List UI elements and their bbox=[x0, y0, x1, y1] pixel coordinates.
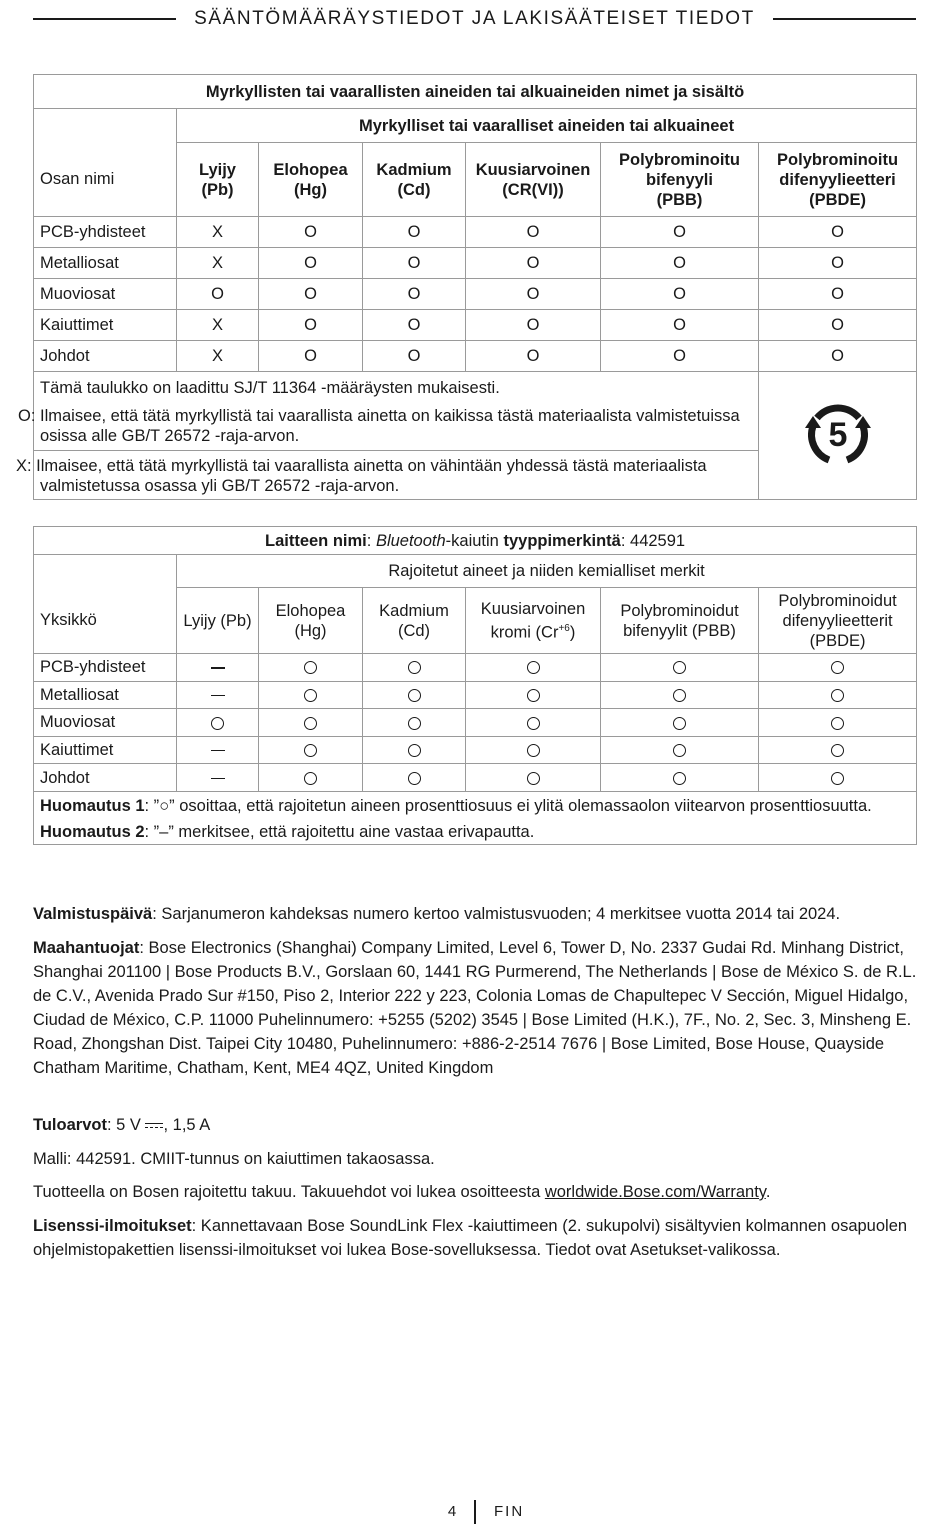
circle-mark-icon bbox=[408, 772, 421, 785]
table1-column-header: Polybrominoitu difenyylieetteri (PBDE) bbox=[759, 143, 917, 217]
table1-cell-mark: O bbox=[363, 279, 466, 310]
epup-number: 5 bbox=[828, 416, 847, 454]
table1-cell-mark: O bbox=[259, 310, 363, 341]
table2-cell bbox=[259, 681, 363, 709]
warranty-end: . bbox=[765, 1183, 771, 1201]
table2-note-2 bbox=[40, 822, 910, 842]
table1-subheader: Myrkylliset tai vaaralliset aineiden tai alkuaineet bbox=[177, 109, 917, 143]
table1-column-header: Kuusiarvoinen (CR(VI)) bbox=[466, 143, 601, 217]
table2-row bbox=[34, 764, 917, 792]
table2-cell bbox=[601, 654, 759, 682]
table2-row-name: PCB-yhdisteet bbox=[34, 654, 177, 682]
note2-label: Huomautus 2 bbox=[40, 822, 145, 841]
table1-cell-mark: O bbox=[759, 279, 917, 310]
note1-text-after: ” osoittaa, että rajoitetun aineen prosenttiosuus ei ylitä olemassaolon viitearvon prosenttiosuutta. bbox=[169, 796, 872, 815]
circle-mark-icon bbox=[408, 717, 421, 730]
table1-cell-mark: O bbox=[363, 310, 466, 341]
table1-row bbox=[34, 217, 917, 248]
table2-row bbox=[34, 736, 917, 764]
table2-cell bbox=[601, 709, 759, 737]
table2-row bbox=[34, 654, 917, 682]
table1-column-header: Elohopea (Hg) bbox=[259, 143, 363, 217]
importers-text: : Bose Electronics (Shanghai) Company Limited, Level 6, Tower D, No. 2337 Gudai Rd. Minhang District, Shanghai 201100 | Bose Products B.V., Gorslaan 60, 1441 RG Purmerend, The Netherlands | Bose de México S. de R.L. de C.V., Avenida Prado Sur #150, Piso 2, Interior 222 y 223, Colonia Lomas de Chapultepec V Sección, Miguel Hidalgo, Ciudad de México, C.P. 11000 Puhelinnumero: +5255 (5202) 3545 | Bose Limited (H.K.), 7F., No. 2, Sec. 3, Minsheng E. Road, Zhongshan Dist. Taipei City 10480, Puhelinnumero: +886-2-2514 7676 | Bose Limited, Bose House, Quayside Chatham Maritime, Chatham, Kent, ME4 4QZ, United Kingdom bbox=[33, 939, 917, 1077]
table2-cell bbox=[466, 764, 601, 792]
table2-cell bbox=[363, 709, 466, 737]
table2-subheader: Rajoitetut aineet ja niiden kemialliset merkit bbox=[177, 555, 917, 588]
manufacture-text: : Sarjanumeron kahdeksas numero kertoo valmistusvuoden; 4 merkitsee vuotta 2014 tai 2024. bbox=[152, 905, 841, 923]
table1-title: Myrkyllisten tai vaarallisten aineiden tai alkuaineiden nimet ja sisältö bbox=[34, 75, 917, 109]
table2-corner bbox=[34, 555, 177, 588]
table2-cell bbox=[177, 681, 259, 709]
table2-column-label: Elohopea (Hg) bbox=[275, 601, 346, 640]
circle-mark-icon bbox=[831, 661, 844, 674]
table1-corner bbox=[34, 109, 177, 143]
table2-cell bbox=[466, 681, 601, 709]
table2-column-label: Lyijy (Pb) bbox=[183, 611, 252, 630]
table1-cell-mark: O bbox=[601, 341, 759, 372]
circle-mark-icon bbox=[831, 744, 844, 757]
table2-cell bbox=[759, 764, 917, 792]
device-name-label: Laitteen nimi bbox=[265, 531, 367, 550]
page-title: SÄÄNTÖMÄÄRÄYSTIEDOT JA LAKISÄÄTEISET TIEDOT bbox=[194, 8, 755, 29]
table1-row-name: Muoviosat bbox=[34, 279, 177, 310]
circle-mark-icon bbox=[673, 689, 686, 702]
circle-mark-icon bbox=[304, 661, 317, 674]
table2-row-name: Muoviosat bbox=[34, 709, 177, 737]
table2-row bbox=[34, 709, 917, 737]
table1-cell-mark: O bbox=[759, 248, 917, 279]
license-paragraph bbox=[33, 1214, 919, 1262]
table1-row bbox=[34, 248, 917, 279]
table1-cell-mark: O bbox=[759, 217, 917, 248]
input-label: Tuloarvot bbox=[33, 1116, 107, 1134]
input-rating-paragraph bbox=[33, 1113, 919, 1137]
table2-cell bbox=[177, 654, 259, 682]
table2-column-header: Kuusiarvoinen kromi $(Cr^{+6})$ bbox=[466, 588, 601, 654]
circle-mark-icon bbox=[527, 661, 540, 674]
table1-cell-mark: O bbox=[466, 217, 601, 248]
table2-row bbox=[34, 681, 917, 709]
page-number: 4 bbox=[447, 1503, 457, 1520]
table1-cell-mark: O bbox=[363, 248, 466, 279]
footer-separator bbox=[474, 1500, 476, 1524]
device-name-rest: -kaiutin bbox=[445, 531, 499, 550]
circle-mark-icon bbox=[673, 661, 686, 674]
page-footer bbox=[0, 1500, 950, 1525]
page-header bbox=[33, 6, 916, 32]
note2-text: : ”–” merkitsee, että rajoitettu aine vastaa erivapautta. bbox=[144, 822, 535, 841]
circle-mark-icon bbox=[673, 744, 686, 757]
circle-mark-icon bbox=[831, 772, 844, 785]
table1-cell-mark: O bbox=[177, 279, 259, 310]
model-paragraph: Malli: 442591. CMIIT-tunnus on kaiuttimen takaosassa. bbox=[33, 1150, 435, 1168]
table1-column-header: Lyijy (Pb) bbox=[177, 143, 259, 217]
note1-text-before: : ” bbox=[144, 796, 160, 815]
table2-cell bbox=[363, 654, 466, 682]
table1-cell-mark: X bbox=[177, 341, 259, 372]
table1-cell-mark: O bbox=[259, 217, 363, 248]
table2-row-name: Johdot bbox=[34, 764, 177, 792]
table1-cell-mark: O bbox=[466, 310, 601, 341]
table2-column-label: Kadmium (Cd) bbox=[379, 601, 449, 640]
table2-cell bbox=[259, 764, 363, 792]
circle-mark-icon bbox=[304, 689, 317, 702]
table1-column-header: Kadmium (Cd) bbox=[363, 143, 466, 217]
circle-mark-icon bbox=[527, 717, 540, 730]
dc-current-icon bbox=[145, 1121, 163, 1131]
table2-cell bbox=[177, 736, 259, 764]
table1-cell-mark: O bbox=[466, 248, 601, 279]
table1-row bbox=[34, 279, 917, 310]
header-rule-right bbox=[773, 18, 916, 20]
table1-cell-mark: X bbox=[177, 310, 259, 341]
table2-cell bbox=[601, 681, 759, 709]
table1-cell-mark: X bbox=[177, 248, 259, 279]
table1-row-name: Kaiuttimet bbox=[34, 310, 177, 341]
table1-row-name: PCB-yhdisteet bbox=[34, 217, 177, 248]
table1-row bbox=[34, 341, 917, 372]
hazardous-substances-table bbox=[16, 74, 917, 500]
table1-cell-mark: O bbox=[601, 248, 759, 279]
table2-column-header bbox=[363, 588, 466, 654]
table2-note-1 bbox=[40, 796, 910, 816]
dash-mark-icon bbox=[211, 778, 225, 780]
chromium-superscript: +6 bbox=[558, 622, 570, 634]
table2-column-label: Polybrominoidut difenyylieetterit (PBDE) bbox=[778, 591, 897, 650]
circle-mark-icon bbox=[304, 717, 317, 730]
table2-cell bbox=[601, 764, 759, 792]
circle-mark-icon bbox=[408, 661, 421, 674]
table1-cell-mark: X bbox=[177, 217, 259, 248]
warranty-text: Tuotteella on Bosen rajoitettu takuu. Takuuehdot voi lukea osoitteesta bbox=[33, 1183, 545, 1201]
table1-note-x: X: Ilmaisee, että tätä myrkyllistä tai vaarallista ainetta on vähintään yhdessä tästä materiaalista valmistetussa osassa yli GB/T 26572 -raja-arvon. bbox=[16, 457, 707, 495]
note1-symbol: ○ bbox=[159, 796, 170, 815]
table1-cell-mark: O bbox=[363, 341, 466, 372]
table2-cell bbox=[466, 654, 601, 682]
table1-row-name: Metalliosat bbox=[34, 248, 177, 279]
table2-cell bbox=[259, 709, 363, 737]
table2-cell bbox=[759, 736, 917, 764]
circle-mark-icon bbox=[304, 744, 317, 757]
table2-cell bbox=[466, 709, 601, 737]
circle-mark-icon bbox=[831, 689, 844, 702]
table1-cell-mark: O bbox=[759, 310, 917, 341]
table2-column-header bbox=[601, 588, 759, 654]
table2-cell bbox=[759, 709, 917, 737]
device-name-italic: Bluetooth bbox=[375, 531, 446, 550]
table1-cell-mark: O bbox=[601, 310, 759, 341]
circle-mark-icon bbox=[673, 717, 686, 730]
model-label: tyyppimerkintä bbox=[503, 531, 621, 550]
table1-row bbox=[34, 310, 917, 341]
table1-cell-mark: O bbox=[363, 217, 466, 248]
circle-mark-icon bbox=[527, 744, 540, 757]
epup-symbol-cell bbox=[759, 372, 917, 500]
table2-cell bbox=[177, 709, 259, 737]
table2-cell bbox=[601, 736, 759, 764]
table1-cell-mark: O bbox=[466, 279, 601, 310]
table1-notes bbox=[16, 372, 759, 500]
table1-cell-mark: O bbox=[259, 341, 363, 372]
table2-cell bbox=[759, 681, 917, 709]
circle-mark-icon bbox=[831, 717, 844, 730]
table1-note-standard: Tämä taulukko on laadittu SJ/T 11364 -määräysten mukaisesti. bbox=[40, 379, 500, 397]
circle-mark-icon bbox=[304, 772, 317, 785]
importers-paragraph bbox=[33, 936, 919, 1080]
table1-cell-mark: O bbox=[601, 279, 759, 310]
recycle-epup-icon bbox=[797, 396, 879, 470]
license-text: : Kannettavaan Bose SoundLink Flex -kaiuttimeen (2. sukupolvi) sisältyvien kolmannen osapuolen ohjelmistopakettien lisenssi-ilmoitukset voi lukea Bose-sovelluksessa. Tiedot ovat Asetukset-valikossa. bbox=[33, 1217, 908, 1259]
circle-mark-icon bbox=[673, 772, 686, 785]
table1-part-column-header: Osan nimi bbox=[34, 143, 177, 217]
table1-cell-mark: O bbox=[466, 341, 601, 372]
table1-cell-mark: O bbox=[259, 248, 363, 279]
circle-mark-icon bbox=[527, 772, 540, 785]
table2-column-header bbox=[259, 588, 363, 654]
table2-cell bbox=[259, 654, 363, 682]
restricted-substances-table bbox=[33, 526, 917, 845]
table2-column-header bbox=[759, 588, 917, 654]
note1-label: Huomautus 1 bbox=[40, 796, 145, 815]
input-voltage: : 5 V bbox=[106, 1116, 146, 1134]
table2-unit-column-header: Yksikkö bbox=[34, 588, 177, 654]
table2-cell bbox=[466, 736, 601, 764]
table2-cell bbox=[759, 654, 917, 682]
dash-mark-icon bbox=[211, 750, 225, 752]
warranty-link[interactable]: worldwide.Bose.com/Warranty bbox=[544, 1183, 766, 1201]
manufacture-label: Valmistuspäivä bbox=[33, 905, 153, 923]
table1-row-name: Johdot bbox=[34, 341, 177, 372]
table2-column-header bbox=[177, 588, 259, 654]
warranty-paragraph bbox=[33, 1180, 919, 1204]
manufacture-date-paragraph bbox=[33, 902, 919, 926]
table1-cell-mark: O bbox=[259, 279, 363, 310]
circle-mark-icon bbox=[408, 689, 421, 702]
table2-notes bbox=[34, 791, 917, 844]
table2-column-label: Polybrominoidut bifenyylit (PBB) bbox=[620, 601, 739, 640]
table2-cell bbox=[363, 736, 466, 764]
table1-cell-mark: O bbox=[759, 341, 917, 372]
circle-mark-icon bbox=[527, 689, 540, 702]
table2-row-name: Kaiuttimet bbox=[34, 736, 177, 764]
table2-cell bbox=[363, 681, 466, 709]
table2-cell bbox=[363, 764, 466, 792]
table2-title: Laitteen nimi: Bluetooth-kaiutin tyyppimerkintä: 442591 bbox=[34, 527, 917, 555]
table2-cell bbox=[177, 764, 259, 792]
license-label: Lisenssi-ilmoitukset bbox=[33, 1217, 192, 1235]
table1-column-header: Polybrominoitu bifenyyli (PBB) bbox=[601, 143, 759, 217]
language-code: FIN bbox=[494, 1503, 525, 1520]
table2-row-name: Metalliosat bbox=[34, 681, 177, 709]
table1-cell-mark: O bbox=[601, 217, 759, 248]
dash-mark-icon bbox=[211, 667, 225, 669]
table2-column-label: Kuusiarvoinen kromi (Cr bbox=[480, 599, 586, 642]
circle-mark-icon bbox=[408, 744, 421, 757]
input-current: , 1,5 A bbox=[163, 1116, 211, 1134]
table2-cell bbox=[259, 736, 363, 764]
dash-mark-icon bbox=[211, 695, 225, 697]
model-value: 442591 bbox=[630, 531, 686, 550]
table1-note-o: O: Ilmaisee, että tätä myrkyllistä tai vaarallista ainetta on kaikissa tästä materiaalista valmistetuissa osissa alle GB/T 26572 -raja-arvon. bbox=[34, 404, 758, 451]
importers-label: Maahantuojat bbox=[33, 939, 140, 957]
circle-mark-icon bbox=[211, 717, 224, 730]
